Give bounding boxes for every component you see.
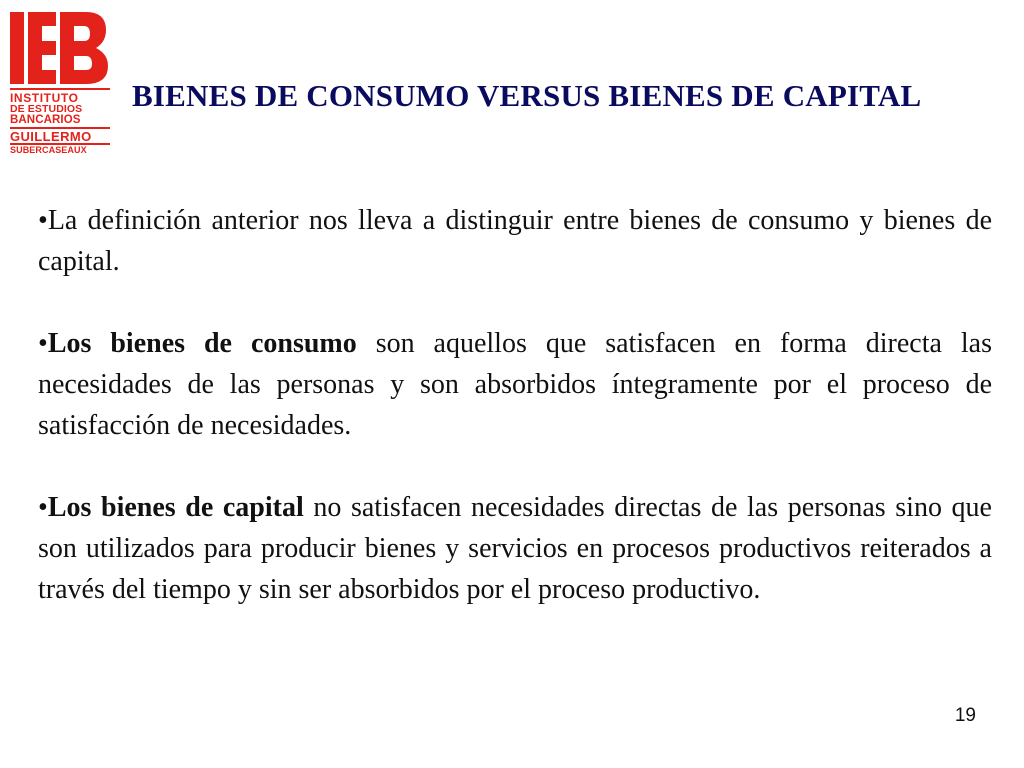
paragraph — [38, 323, 992, 446]
paragraph-text: son aquellos que satisfacen en forma directa las necesidades de las personas y son absorbidos íntegramente por el proceso de satisfacción de necesidades. — [38, 328, 992, 441]
bold-term: Los bienes de capital — [47, 492, 304, 523]
logo-text — [10, 88, 110, 155]
paragraph — [38, 487, 992, 610]
ieb-logo-mark-icon — [10, 12, 108, 84]
institute-logo — [10, 12, 110, 155]
bold-term: Los bienes de consumo — [47, 328, 357, 359]
bullet: • — [38, 205, 48, 236]
logo-line: INSTITUTO — [10, 88, 110, 104]
page-number: 19 — [954, 705, 976, 726]
bullet: • — [38, 492, 48, 523]
logo-line: DE ESTUDIOS — [10, 103, 83, 115]
logo-line: BANCARIOS — [10, 115, 110, 130]
bullet: • — [38, 328, 48, 359]
paragraph-text: La definición anterior nos lleva a distinguir entre bienes de consumo y bienes de capital. — [38, 205, 992, 277]
slide-title: BIENES DE CONSUMO VERSUS BIENES DE CAPITAL — [132, 78, 922, 113]
paragraph-text: no satisfacen necesidades directas de las personas sino que son utilizados para producir bienes y servicios en procesos productivos reiterados a través del tiempo y sin ser absorbidos por el proceso productivo. — [38, 492, 992, 605]
slide-body — [38, 200, 992, 610]
logo-line: GUILLERMO — [10, 129, 92, 144]
paragraph — [38, 200, 992, 282]
logo-line: SUBERCASEAUX — [10, 143, 110, 155]
